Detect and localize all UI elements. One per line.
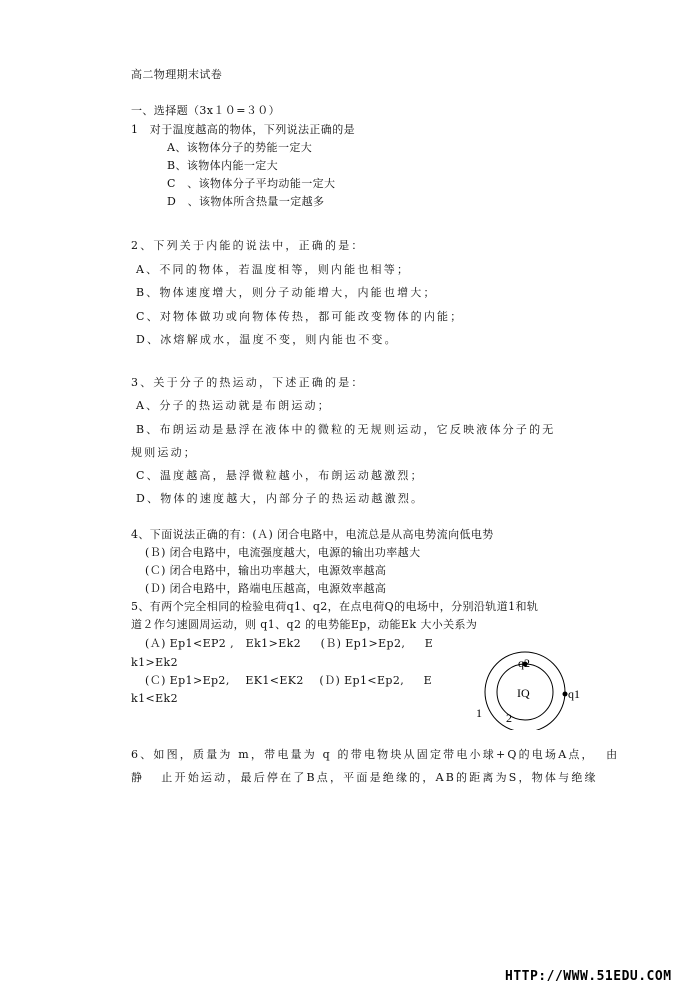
- q2-stem: 2、下列关于内能的说法中，正确的是：: [131, 239, 365, 252]
- q5-options-cd-cont: k1<Ek2: [131, 692, 178, 705]
- q2-option-d: D、冰熔解成水，温度不变，则内能也不变。: [136, 333, 398, 346]
- q4-option-c: (Ｃ) 闭合电路中，输出功率越大，电源效率越高: [145, 564, 387, 577]
- section-heading: 一、选择题（3x１０=３０）: [131, 104, 281, 117]
- q1-option-a: A、该物体分子的势能一定大: [167, 141, 313, 154]
- q1-option-b: B、该物体内能一定大: [167, 159, 279, 172]
- label-center-q: IQ: [517, 686, 530, 700]
- q3-option-c: C、温度越高，悬浮微粒越小，布朗运动越激烈；: [136, 469, 424, 482]
- charge-q1-dot: [563, 692, 568, 697]
- q5-options-ab-cont: k1>Ek2: [131, 656, 178, 669]
- q3-option-b: B、布朗运动是悬浮在液体中的微粒的无规则运动，它反映液体分子的无: [136, 423, 556, 436]
- q4-option-d: (Ｄ) 闭合电路中，路端电压越高，电源效率越高: [145, 582, 387, 595]
- q6-stem-line1: 6、如图，质量为 m，带电量为 q 的带电物块从固定带电小球+Q的电场A点， 由: [131, 748, 620, 761]
- q1-option-c: C 、该物体分子平均动能一定大: [167, 177, 336, 190]
- q3-option-a: A、分子的热运动就是布朗运动；: [136, 399, 331, 412]
- orbit-diagram: [470, 650, 590, 730]
- q2-option-c: C、对物体做功或向物体传热，都可能改变物体的内能；: [136, 310, 464, 323]
- q3-option-d: D、物体的速度越大，内部分子的热运动越激烈。: [136, 492, 425, 505]
- q6-stem-line2: 静 止开始运动，最后停在了B点，平面是绝缘的，AB的距离为S，物体与绝缘: [131, 771, 598, 784]
- page-title: 高二物理期末试卷: [131, 68, 223, 81]
- label-orbit-2: 2: [506, 711, 512, 725]
- q5-options-ab: (Ａ) Ep1<EP2 , Ek1>Ek2 (Ｂ) Ep1>Ep2, E: [145, 637, 434, 650]
- q1-option-d: D 、该物体所含热量一定越多: [167, 195, 325, 208]
- label-q2: q2: [518, 656, 530, 670]
- q3-option-b-cont: 规则运动；: [131, 446, 197, 459]
- q3-stem: 3、关于分子的热运动，下述正确的是：: [131, 376, 365, 389]
- q1-stem: 1 对于温度越高的物体，下列说法正确的是: [131, 123, 355, 136]
- label-q1: q1: [568, 687, 580, 701]
- q4-stem: 4、下面说法正确的有：(Ａ) 闭合电路中，电流总是从高电势流向低电势: [131, 528, 494, 541]
- q5-options-cd: (Ｃ) Ep1>Ep2, EK1<EK2 (Ｄ) Ep1<Ep2, E: [145, 674, 433, 687]
- q2-option-a: A、不同的物体，若温度相等，则内能也相等；: [136, 263, 411, 276]
- label-orbit-1: 1: [476, 706, 482, 720]
- q4-option-b: (Ｂ) 闭合电路中，电流强度越大，电源的输出功率越大: [145, 546, 421, 559]
- q2-option-b: B、物体速度增大，则分子动能增大，内能也增大；: [136, 286, 437, 299]
- q5-stem-line2: 道２作匀速圆周运动，则 q1、q2 的电势能Ep，动能Ek 大小关系为: [131, 618, 478, 631]
- footer-url: HTTP://WWW.51EDU.COM: [505, 969, 672, 984]
- q5-stem-line1: 5、有两个完全相同的检验电荷q1、q2，在点电荷Q的电场中，分别沿轨道1和轨: [131, 600, 539, 613]
